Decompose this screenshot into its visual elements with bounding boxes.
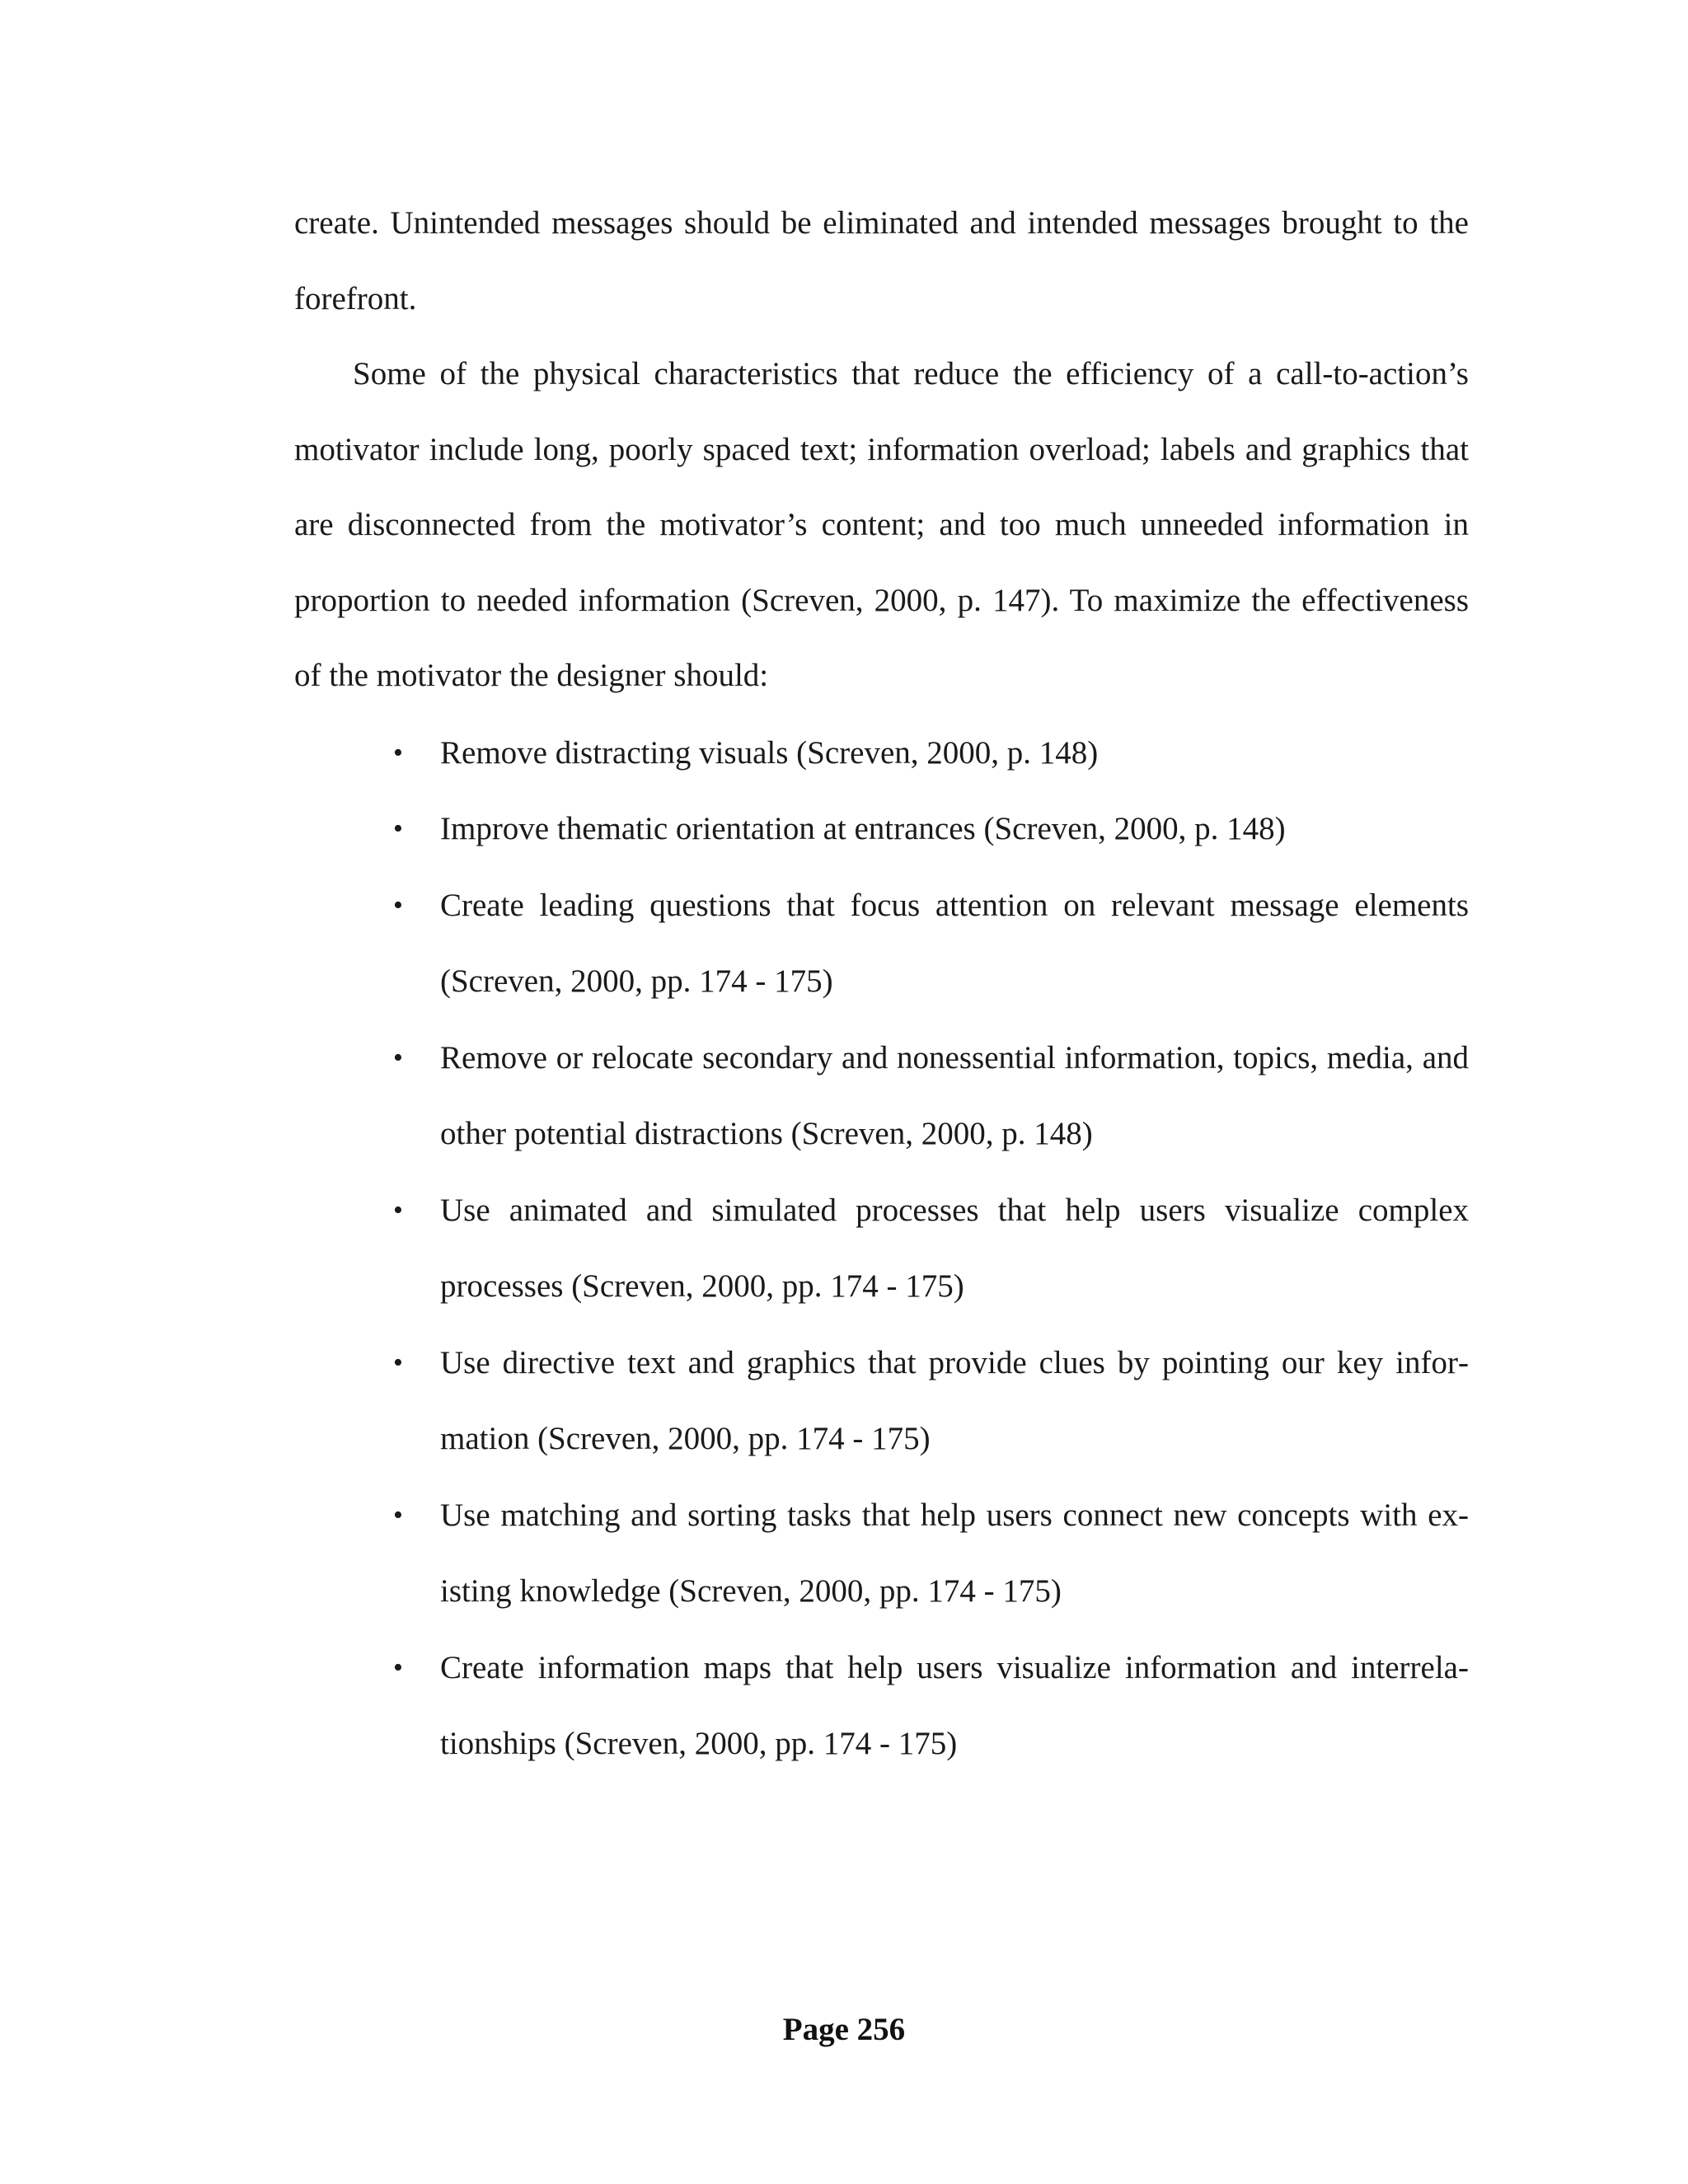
bullet-icon: •: [393, 889, 403, 921]
list-item: [393, 1630, 1469, 1783]
page-number: Page 256: [782, 2012, 906, 2047]
body-text: [294, 185, 1469, 1783]
list-item: [393, 715, 1469, 792]
list-item: [393, 1478, 1469, 1630]
list-item: [393, 868, 1469, 1020]
list-item-text: Create leading questions that focus attention on relevant message elements (Screven, 2000, pp. 174 - 175): [440, 887, 1469, 999]
bullet-icon: •: [393, 1347, 403, 1378]
list-item: [393, 1020, 1469, 1173]
list-item-text: Use directive text and graphics that provide clues by pointing our key information (Screven, 2000, pp. 174 - 175): [440, 1344, 1469, 1456]
recommendation-list: [294, 715, 1469, 1783]
list-item-text: Use animated and simulated processes that help users visualize complex processes (Screven, 2000, pp. 174 - 175): [440, 1192, 1469, 1304]
list-item: [393, 1325, 1469, 1478]
list-item-text: Remove or relocate secondary and nonessential information, topics, media, and other potential distractions (Screven, 2000, p. 148): [440, 1039, 1469, 1151]
list-item-text: Use matching and sorting tasks that help users connect new concepts with existing knowledge (Screven, 2000, pp. 174 - 175): [440, 1497, 1469, 1609]
bullet-icon: •: [393, 737, 403, 768]
list-item-text: Create information maps that help users visualize information and interrelationships (Screven, 2000, pp. 174 - 175): [440, 1649, 1469, 1761]
bullet-icon: •: [393, 1499, 403, 1530]
paragraph-physical-characteristics: Some of the physical characteristics that reduce the efficiency of a call-to-action’s motivator include long, poorly spaced text; information overload; labels and graphics that are disconnected from the motivator’s content; and too much unneeded information in proportion to needed information (Screven, 2000, p. 147). To maximize the effectiveness of the motivator the designer should:: [294, 356, 1469, 693]
list-item: [393, 791, 1469, 868]
list-item: [393, 1173, 1469, 1325]
bullet-icon: •: [393, 813, 403, 844]
list-item-text: Improve thematic orientation at entrances (Screven, 2000, p. 148): [440, 811, 1286, 846]
list-item-text: Remove distracting visuals (Screven, 2000, p. 148): [440, 734, 1099, 771]
bullet-icon: •: [393, 1042, 403, 1073]
bullet-icon: •: [393, 1194, 403, 1226]
bullet-icon: •: [393, 1652, 403, 1683]
paragraph-continuation: create. Unintended messages should be eliminated and intended messages brought to the forefront.: [294, 205, 1469, 316]
